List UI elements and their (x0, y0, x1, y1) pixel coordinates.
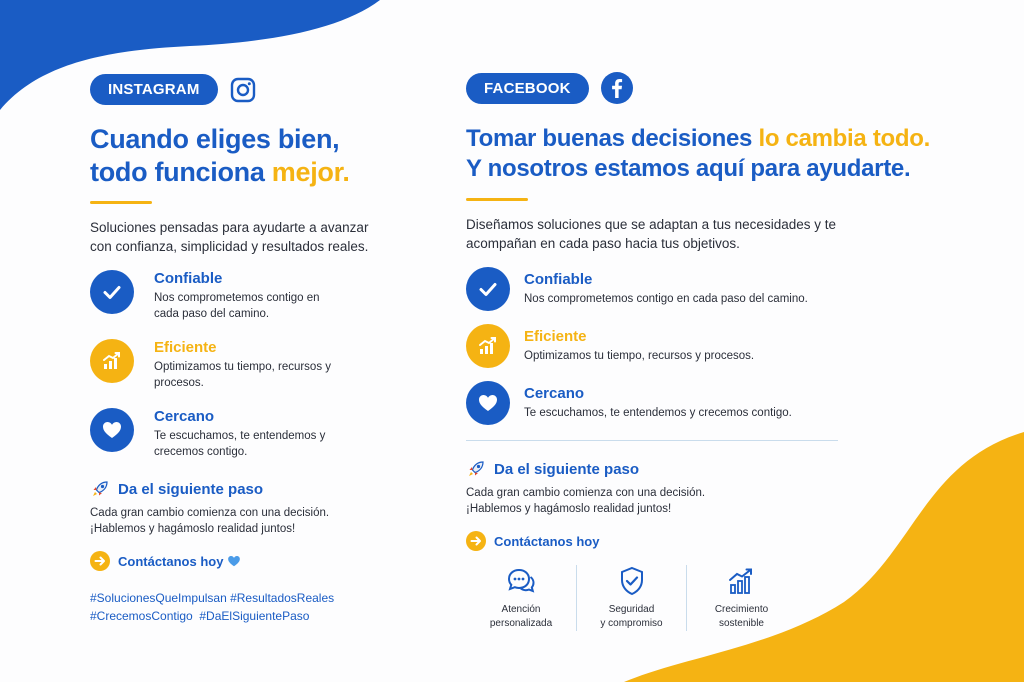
instagram-headline-highlight: mejor. (271, 157, 350, 187)
rocket-icon (466, 459, 486, 479)
instagram-headline (90, 123, 410, 189)
facebook-cta-title (466, 459, 966, 479)
cta-desc-line: ¡Hablemos y hagámoslo realidad juntos! (90, 523, 296, 535)
feature-title: Eficiente (154, 339, 217, 356)
facebook-feature-text (524, 384, 792, 421)
feature-title: Confiable (154, 270, 223, 287)
arrow-right-circle-icon (466, 531, 486, 551)
chart-circle (466, 324, 510, 368)
facebook-feature-text (524, 270, 808, 307)
badge-crecimiento (686, 565, 796, 631)
badge-atencion (466, 565, 576, 631)
badge-label-line: personalizada (489, 618, 553, 629)
chat-bubbles-icon (505, 565, 537, 597)
facebook-headline-underline (466, 198, 528, 201)
feature-desc: Te escuchamos, te entendemos y crecemos contigo. (524, 407, 792, 419)
facebook-feature-cercano (466, 381, 966, 438)
chart-circle (90, 339, 134, 383)
badge-label-line: Seguridad (608, 604, 655, 615)
instagram-headline-line2 (90, 156, 410, 189)
feature-desc: Optimizamos tu tiempo, recursos y procesos. (524, 350, 755, 362)
instagram-feature-eficiente (90, 339, 410, 408)
instagram-column (90, 74, 410, 625)
badge-label (600, 603, 662, 631)
feature-desc: Nos comprometemos contigo en cada paso del camino. (154, 292, 320, 320)
feature-desc: Te escuchamos, te entendemos y crecemos contigo. (154, 430, 326, 458)
blue-heart-icon (227, 554, 241, 568)
rocket-icon (90, 479, 110, 499)
facebook-headline-line2: Y nosotros estamos aquí para ayudarte. (466, 155, 911, 182)
instagram-cta-desc (90, 505, 410, 537)
facebook-headline-highlight: lo cambia todo. (758, 125, 930, 152)
feature-title: Confiable (524, 271, 593, 288)
heart-icon (476, 391, 500, 415)
badge-label (715, 603, 768, 631)
badge-seguridad (576, 565, 686, 631)
badge-label (490, 603, 552, 631)
facebook-features (466, 267, 966, 438)
facebook-header (466, 72, 966, 104)
instagram-headline-line2-text: todo funciona (90, 157, 265, 187)
contact-link-text[interactable]: Contáctanos hoy (494, 533, 600, 549)
facebook-headline (466, 124, 966, 184)
heart-icon (100, 418, 124, 442)
instagram-headline-underline (90, 201, 152, 204)
facebook-headline-line1 (466, 124, 966, 154)
instagram-feature-confiable (90, 270, 410, 339)
instagram-feature-text (154, 338, 334, 391)
facebook-contact-link[interactable] (466, 531, 966, 551)
facebook-feature-confiable (466, 267, 966, 324)
feature-title: Cercano (154, 408, 215, 425)
feature-desc: Nos comprometemos contigo en cada paso del camino. (524, 293, 808, 305)
instagram-features (90, 270, 410, 477)
facebook-cta-desc (466, 485, 966, 517)
cta-desc-line: Cada gran cambio comienza con una decisión. (466, 487, 706, 499)
instagram-feature-text (154, 407, 334, 460)
badge-label-line: Atención (501, 604, 541, 615)
facebook-column (466, 72, 966, 631)
cta-desc-line: ¡Hablemos y hagámoslo realidad juntos! (466, 503, 672, 515)
facebook-headline-line1-text: Tomar buenas decisiones (466, 125, 759, 152)
cta-desc-line: Cada gran cambio comienza con una decisión. (90, 507, 330, 519)
cta-title-text: Da el siguiente paso (494, 460, 640, 478)
facebook-feature-eficiente (466, 324, 966, 381)
growth-chart-icon (100, 349, 124, 373)
instagram-header (90, 74, 410, 105)
instagram-cta-title (90, 479, 410, 499)
shield-check-icon (616, 565, 648, 597)
facebook-feature-text (524, 327, 754, 364)
heart-circle (466, 381, 510, 425)
instagram-feature-cercano (90, 408, 410, 477)
facebook-icon (601, 72, 633, 104)
badge-label-line: sostenible (718, 618, 764, 629)
cta-title-text: Da el siguiente paso (118, 480, 264, 498)
facebook-divider (466, 440, 838, 441)
instagram-feature-text (154, 269, 334, 322)
check-icon (100, 280, 124, 304)
arrow-right-circle-icon (90, 551, 110, 571)
instagram-hashtags (90, 589, 410, 625)
hashtags-line: #SolucionesQueImpulsan #ResultadosReales (90, 591, 335, 605)
feature-title: Eficiente (524, 328, 587, 345)
facebook-pill: FACEBOOK (466, 73, 589, 104)
heart-circle (90, 408, 134, 452)
contact-link-text[interactable]: Contáctanos hoy (118, 553, 224, 569)
instagram-headline-line1: Cuando eliges bien, (90, 124, 340, 154)
check-circle (466, 267, 510, 311)
growth-chart-icon (726, 565, 758, 597)
contact-link-label[interactable] (118, 554, 241, 569)
check-icon (476, 277, 500, 301)
instagram-contact-link[interactable] (90, 551, 410, 571)
hashtags-line: #CrecemosContigo #DaElSiguientePaso (90, 609, 310, 623)
instagram-pill: INSTAGRAM (90, 74, 218, 105)
badge-label-line: Crecimiento (714, 604, 769, 615)
badge-label-line: y compromiso (600, 618, 663, 629)
check-circle (90, 270, 134, 314)
instagram-icon (230, 77, 256, 103)
feature-title: Cercano (524, 385, 585, 402)
growth-chart-icon (476, 334, 500, 358)
facebook-badges (466, 565, 966, 631)
feature-desc: Optimizamos tu tiempo, recursos y procesos. (154, 361, 332, 389)
facebook-intro: Diseñamos soluciones que se adaptan a tus necesidades y te acompañan en cada paso hacia tus objetivos. (466, 217, 836, 251)
instagram-intro: Soluciones pensadas para ayudarte a avanzar con confianza, simplicidad y resultados reales. (90, 220, 369, 254)
